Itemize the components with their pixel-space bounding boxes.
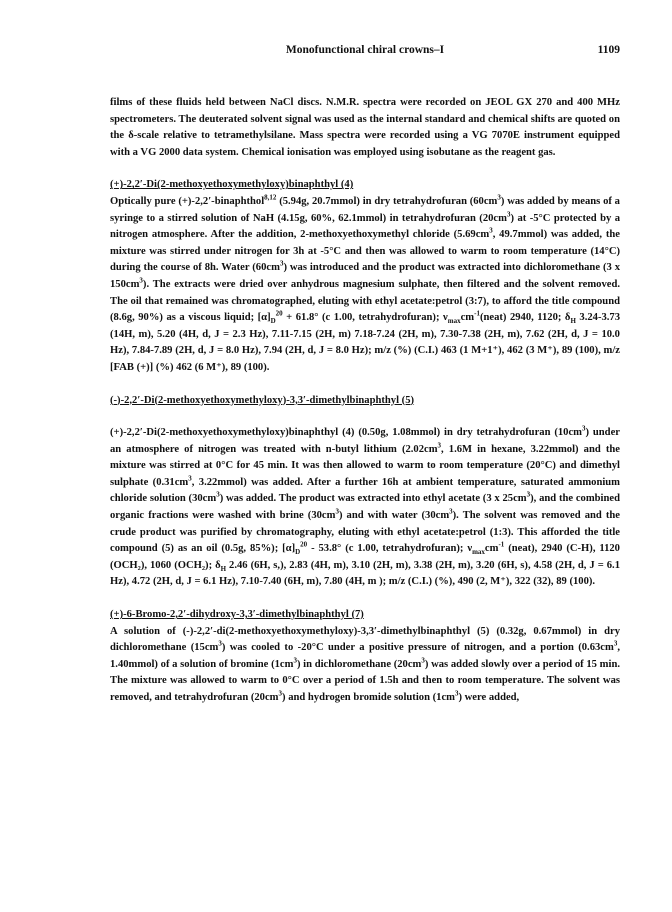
text-run: dichloromethane (3 x 150cm xyxy=(110,262,621,290)
text-run: ammonium chloride solution (30cm xyxy=(110,476,620,505)
subscript: H xyxy=(220,564,227,573)
section-heading-7: (+)-6-Bromo-2,2′-dihydroxy-3,3′-dimethylbinaphthyl (7) xyxy=(110,609,364,621)
text-run: afford the title compound (8.6g, 90%) as a viscous liquid; [α] xyxy=(110,295,620,324)
text-run: (neat), xyxy=(504,543,538,555)
superscript: 3 xyxy=(293,656,297,665)
text-run: temperature (14°C) during the course of 8h. Water (60cm xyxy=(110,245,620,274)
text-run: added, the mixture was stirred under nitrogen for 3h at -5°C and then was allowed to warm to room xyxy=(110,229,620,257)
superscript: 3 xyxy=(497,193,501,202)
text-run: dichloromethane (15cm xyxy=(110,642,219,654)
text-run: cm xyxy=(484,543,499,555)
superscript: 3 xyxy=(454,689,459,698)
intro-line: spectrometers. The deuterated solvent signal was used as the internal standard and chemical shifts are quoted xyxy=(110,113,607,125)
text-run: , 3.22mmol) was added. After a further 16h at ambient temperature, saturated xyxy=(191,476,564,488)
text-run: ). The extracts were dried over anhydrous magnesium sulphate, then filtered and xyxy=(142,278,521,290)
superscript: 3 xyxy=(188,474,192,483)
text-run: - 53.8° (c 1.00, tetrahydrofuran); ν xyxy=(307,543,473,555)
reference-superscript: 8,12 xyxy=(264,193,277,202)
text-run: ) was cooled to -20°C under a positive pressure of nitrogen, and a portion (0.63cm xyxy=(221,642,614,654)
text-run: ), xyxy=(530,493,537,505)
subscript: D xyxy=(295,548,301,557)
text-run: (6H, s), 4.58 (2H, d, J = 6.1 Hz), 4.72 (2H, d, J = 6.1 Hz), 7.10-7.40 (6H, m), 7.80 (4H, m ); m/z (C.I.) (%), xyxy=(110,559,620,588)
text-run: 2.46 (6H, s,), 2.83 (4H, m), 3.10 (2H, m), 3.38 (2H, m), 3.20 xyxy=(226,559,495,571)
text-run: 2940 (C-H), 1120 (OCH₂), 1060 (OCH₂); δ xyxy=(110,543,620,571)
text-run: ) in dichloromethane (20cm xyxy=(296,658,422,670)
superscript: 3 xyxy=(449,507,453,516)
text-run: ) were added, xyxy=(458,692,520,703)
running-title: Monofunctional chiral crowns–I xyxy=(285,44,445,56)
superscript: 3 xyxy=(613,639,618,648)
superscript: 3 xyxy=(216,490,220,499)
text-run: (5.94g, 20.7mmol) in dry tetrahydrofuran (60cm xyxy=(276,195,498,207)
superscript: -1 xyxy=(474,309,480,318)
text-run: , 1.6M in hexane, 3.22mmol) and xyxy=(441,443,601,455)
text-run: removed and the crude product was purified by chromatography, eluting with ethyl acetate:petrol (1:3). This xyxy=(110,510,620,538)
superscript: 3 xyxy=(489,226,493,235)
intro-paragraph xyxy=(110,95,620,161)
text-run: and the combined organic fractions were washed with brine (30cm xyxy=(110,493,620,522)
superscript: 3 xyxy=(437,441,442,450)
text-run: ) was added slowly over a period of 15 xyxy=(424,658,597,670)
text-run: 3.24-3.73 (14H, m), 5.20 (4H, d, J = 2.3 Hz), 7.11-7.15 (2H, m) 7.18-7.24 (2H, xyxy=(110,312,621,340)
intro-line: equipped with a VG 2000 data system. Chemical ionisation was employed using isobutane as the reagent gas. xyxy=(110,130,620,158)
text-run: dimethyl sulphate (0.31cm xyxy=(110,460,620,488)
text-run: by a nitrogen atmosphere. After the addition, 2-methoxyethoxymethyl chloride (5.69cm xyxy=(110,212,621,241)
text-run: ) and with water (30cm xyxy=(338,510,450,522)
text-run: m), 7.30-7.38 (2H, m), 7.62 (2H, d, J = 10.0 Hz), 7.84-7.89 (2H, d, J = 8.0 Hz), 7.94 (2H, d, J = 8.0 Hz); m/z xyxy=(110,328,620,357)
superscript: 3 xyxy=(506,210,511,219)
superscript: 20 xyxy=(300,540,308,549)
superscript: 3 xyxy=(335,507,339,516)
text-run: 490 (2, M⁺), 322 (32), 89 (100). xyxy=(457,576,596,588)
section-paragraph-5 xyxy=(110,425,620,591)
text-run: A solution of (-)-2,2′-di(2-methoxyethoxymethyloxy)-3,3′-dimethylbinaphthyl (5) (0.32g, 0.67mmol) in dry xyxy=(110,625,620,637)
text-run: ) xyxy=(585,427,590,439)
text-run: , xyxy=(617,642,620,654)
text-run: ) was added by means xyxy=(500,195,601,207)
section-paragraph-4 xyxy=(110,194,620,377)
intro-line: on the δ-scale relative to tetramethylsilane. Mass spectra were recorded using a VG 7070E instrument xyxy=(110,113,620,142)
superscript: 3 xyxy=(139,276,143,285)
text-run: ) was added. The product was extracted into ethyl acetate (3 x 25cm xyxy=(219,493,527,505)
text-run: (neat) 2940, 1120; δ xyxy=(479,312,571,324)
body-text xyxy=(110,95,620,707)
superscript: 3 xyxy=(526,490,531,499)
text-run: cm xyxy=(460,312,475,324)
subscript: max xyxy=(472,548,485,557)
intro-line: films of these fluids held between NaCl discs. N.M.R. spectra were recorded on JEOL GX 270 and 400 MHz xyxy=(110,97,620,108)
superscript: 3 xyxy=(581,424,586,433)
text-run: ). The solvent was xyxy=(452,510,538,522)
superscript: 3 xyxy=(279,259,284,268)
text-run: ) at -5°C protected xyxy=(510,212,597,224)
text-run: + 61.8° (c 1.00, tetrahydrofuran); xyxy=(282,312,440,324)
text-run: the mixture was stirred at 0°C for 45 min. It was then allowed to warm to room temperature (20°C) and xyxy=(110,443,620,472)
subscript: H xyxy=(570,317,576,326)
text-run: of a syringe to a stirred solution of NaH (4.15g, 60%, 62.1mmol) in tetrahydrofuran (20cm xyxy=(110,195,620,224)
superscript: 3 xyxy=(278,689,283,698)
text-run: Optically pure (+)-2,2′-binaphthol xyxy=(110,195,265,207)
page-number: 1109 xyxy=(597,44,620,56)
page-header xyxy=(110,44,620,62)
text-run: ) was introduced and the product was extracted into xyxy=(283,262,521,274)
text-run: (+)-2,2′-Di(2-methoxyethoxymethyloxy)binaphthyl (4) (0.50g, 1.08mmol) in dry tetrahydrofuran (10cm xyxy=(110,427,582,439)
section-heading-5: (-)-2,2′-Di(2-methoxyethoxymethyloxy)-3,3′-dimethylbinaphthyl (5) xyxy=(110,394,415,406)
text-run: solvent was removed, and tetrahydrofuran (20cm xyxy=(110,675,620,703)
text-run: ) and hydrogen bromide solution (1cm xyxy=(282,692,455,703)
text-run: min. The mixture was allowed to warm to 0°C over a period of 1.5h and then to room temperature. The xyxy=(110,658,620,687)
text-run: afforded the title compound (5) as an oil (0.5g, 85%); [α] xyxy=(110,526,620,555)
section-paragraph-7 xyxy=(110,624,620,707)
superscript: 3 xyxy=(421,656,425,665)
text-run: the solvent removed. The oil that remained was chromatographed, eluting with ethyl acetate:petrol (3:7), to xyxy=(110,278,620,307)
text-run: ν xyxy=(443,312,448,324)
text-run: 1.40mmol) of a solution of bromine (1cm xyxy=(110,658,294,670)
subscript: D xyxy=(270,317,276,326)
subscript: max xyxy=(447,317,461,326)
text-run: under an atmosphere of nitrogen was treated with n-butyl lithium (2.02cm xyxy=(110,427,620,455)
superscript: -1 xyxy=(498,540,505,549)
superscript: 20 xyxy=(275,309,283,318)
text-run: (%) (C.I.) 463 (1 M+1⁺), 462 (3 M⁺), 89 (100), m/z [FAB (+)] (%) 462 (6 M⁺), 89 (100). xyxy=(110,345,620,373)
superscript: 3 xyxy=(218,639,222,648)
text-run: , 49.7mmol) was xyxy=(492,229,568,241)
section-heading-4: (+)-2,2′-Di(2-methoxyethoxymethyloxy)binaphthyl (4) xyxy=(110,179,354,191)
